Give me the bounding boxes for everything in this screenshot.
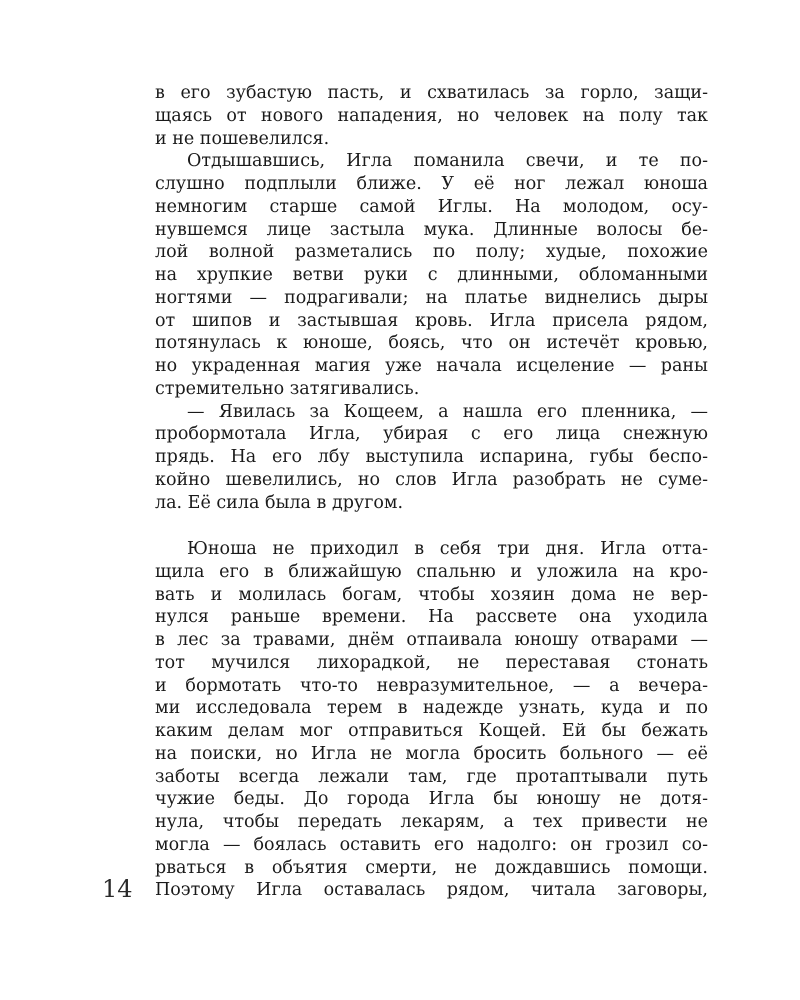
text-line: рваться в объятия смерти, не дождавшись помощи.	[155, 857, 708, 878]
text-line: стремительно затягивались.	[155, 378, 420, 399]
text-line: и не пошевелился.	[155, 128, 330, 149]
text-line: Отдышавшись, Игла поманила свечи, и те по-	[187, 151, 708, 172]
text-line: и бормотать что-то невразумительное, — а вечера-	[155, 675, 708, 696]
text-line: но украденная магия уже начала исцеление — раны	[155, 356, 708, 376]
text-line: ногтями — подрагивали; на платье виднелись дыры	[155, 287, 708, 308]
text-line: пробормотала Игла, убирая с его лица снежную	[155, 424, 708, 445]
text-line: щила его в ближайшую спальню и уложила на кро-	[155, 561, 708, 582]
text-line: прядь. На его лбу выступила испарина, губы беспо-	[155, 447, 708, 467]
text-line: тот мучился лихорадкой, не переставая стонать	[155, 652, 708, 673]
text-line: немногим старше самой Иглы. На молодом, осу-	[155, 196, 708, 217]
text-line: заботы всегда лежали там, где протаптывали путь	[155, 766, 708, 787]
text-line: ми исследовала терем в надежде узнать, куда и по	[155, 698, 708, 719]
text-line: — Явилась за Кощеем, а нашла его пленника, —	[187, 401, 708, 422]
text-line: потянулась к юноше, боясь, что он истечёт кровью,	[155, 333, 708, 354]
text-line: Поэтому Игла оставалась рядом, читала заговоры,	[155, 880, 708, 901]
text-line: в лес за травами, днём отпаивала юношу отварами —	[155, 630, 708, 650]
page-number: 14	[102, 875, 133, 903]
text-line: чужие беды. До города Игла бы юношу не дотя-	[155, 789, 708, 810]
text-line: лой волной разметались по полу; худые, похожие	[155, 242, 708, 263]
text-line: щаясь от нового нападения, но человек на полу так	[155, 105, 708, 126]
text-line: каким делам мог отправиться Кощей. Ей бы бежать	[155, 721, 708, 741]
text-line: могла — боялась оставить его надолго: он грозил со-	[155, 834, 708, 855]
text-line: на поиски, но Игла не могла бросить больного — её	[155, 743, 708, 764]
text-line: нула, чтобы передать лекарям, а тех привести не	[155, 812, 708, 832]
text-line: на хрупкие ветви руки с длинными, обломанными	[155, 265, 708, 285]
text-line: ла. Её сила была в другом.	[155, 492, 404, 513]
text-line: слушно подплыли ближе. У её ног лежал юноша	[155, 174, 708, 194]
text-line: нувшемся лице застыла мука. Длинные волосы бе-	[155, 219, 708, 240]
text-line: от шипов и застывшая кровь. Игла присела рядом,	[155, 310, 708, 331]
text-block-2	[155, 538, 708, 902]
text-line: в его зубастую пасть, и схватилась за горло, защи-	[155, 83, 708, 103]
text-line: Юноша не приходил в себя три дня. Игла отта-	[187, 539, 708, 559]
text-line: койно шевелились, но слов Игла разобрать не суме-	[155, 469, 708, 490]
text-block-1	[155, 82, 708, 514]
text-line: вать и молилась богам, чтобы хозяин дома не вер-	[155, 584, 708, 605]
text-line: нулся раньше времени. На рассвете она уходила	[155, 607, 708, 628]
